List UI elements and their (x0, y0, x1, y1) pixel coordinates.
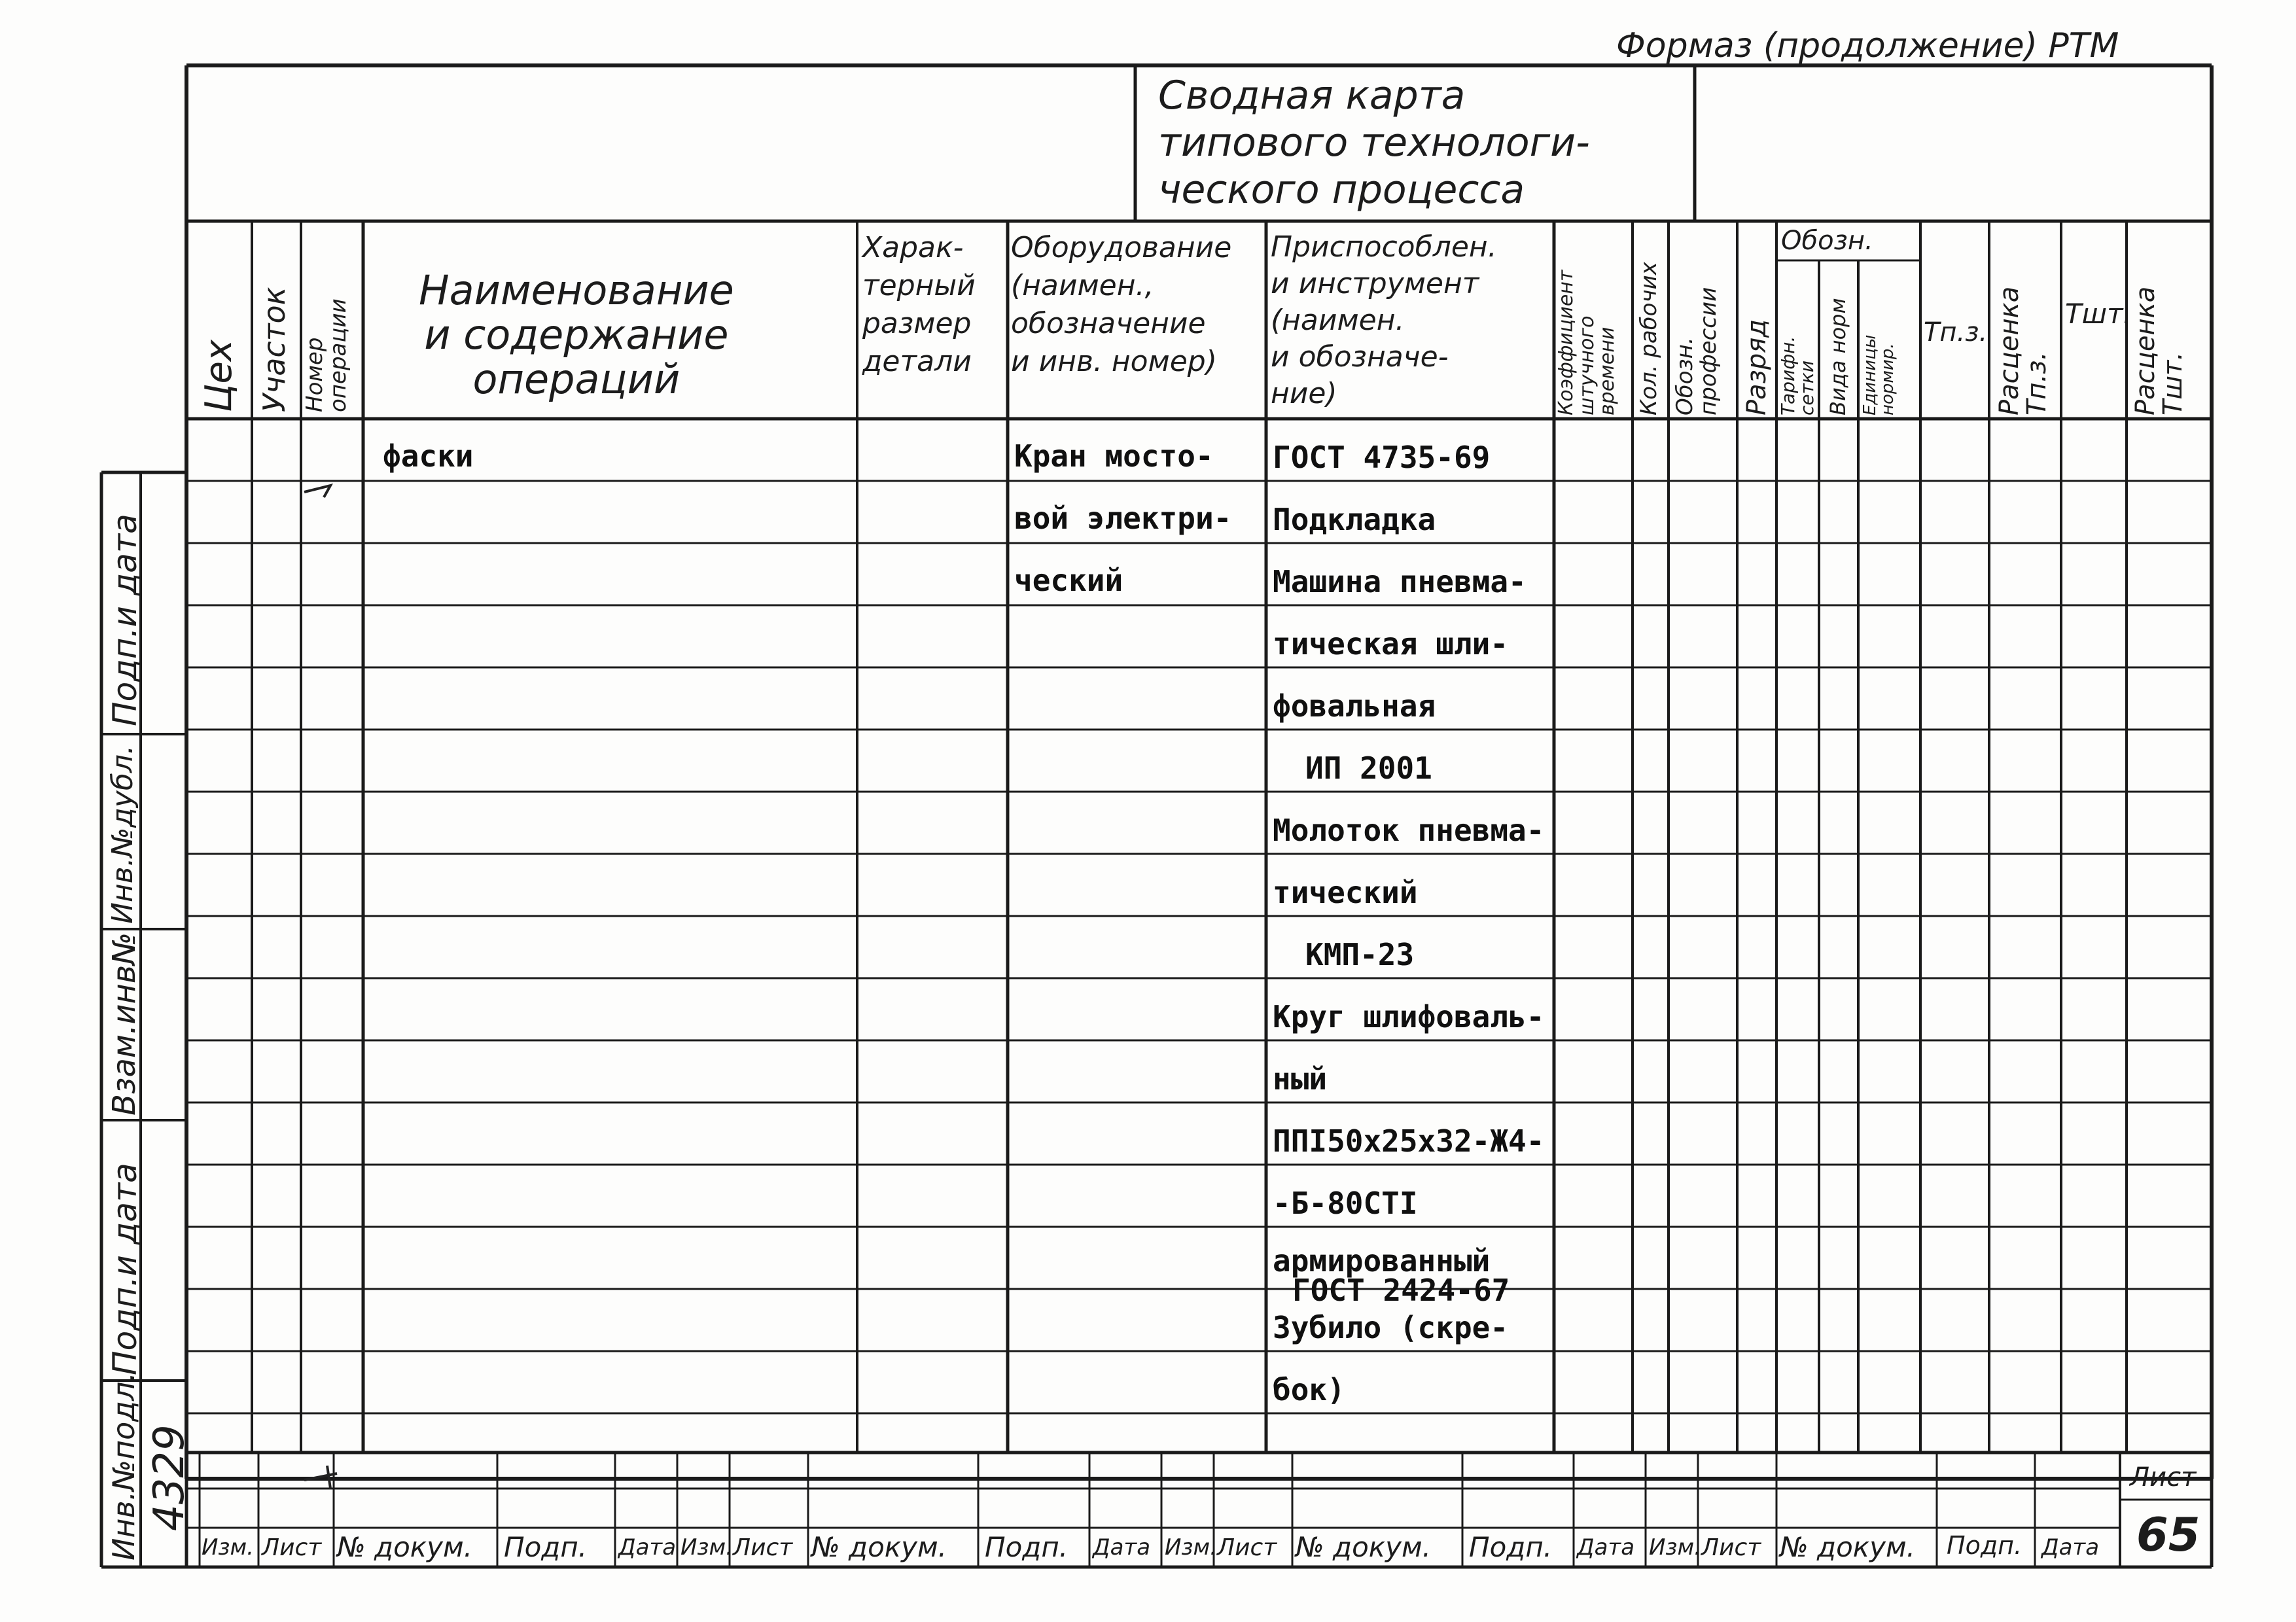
fixture-line: Молоток пневма- (1273, 813, 1545, 848)
side-stamp-inv-number: 4329 (145, 1424, 194, 1531)
equipment-line: вой электри- (1014, 501, 1232, 536)
stamp-date-label: Дата (2041, 1534, 2100, 1560)
sheet-number: 65 (2136, 1508, 2200, 1562)
stamp-docnum-label: № докум. (811, 1531, 947, 1563)
stamp-date-label: Дата (1093, 1534, 1151, 1560)
stamp-docnum-label: № докум. (1780, 1531, 1916, 1563)
sheet-label: Лист (2130, 1462, 2197, 1492)
stamp-docnum-label: № докум. (1296, 1531, 1432, 1563)
stamp-change-label: Изм. (680, 1534, 733, 1560)
col-header-part-size: Харак- терный размер детали (862, 231, 976, 378)
card-title: Сводная карта типового технологи- ческого процесса (1158, 73, 1590, 213)
col-header-grade: Разряд (1742, 319, 1772, 415)
stamp-change-label: Изм. (1649, 1534, 1701, 1560)
fixture-line: ный (1273, 1061, 1328, 1097)
col-header-tpz: Тп.з. (1924, 317, 1988, 347)
col-header-tsht: Тшт. (2065, 298, 2132, 330)
fixture-line: Зубило (скре- (1273, 1310, 1509, 1345)
col-header-norm-type: Вида норм (1826, 298, 1850, 415)
col-header-profession: Обозн. профессии (1672, 287, 1722, 415)
side-stamp-inv-dup: Инв.№дубл. (106, 745, 139, 924)
form-caption: Формаз (продолжение) РТМ (1616, 26, 2119, 65)
side-stamp-inv-orig: Инв.№подл. (106, 1371, 141, 1560)
side-stamp-sign-date-1: Подп.и дата (106, 514, 144, 726)
stamp-signature-label: Подп. (504, 1531, 588, 1563)
stamp-sheet-label: Лист (1701, 1534, 1761, 1561)
col-header-workers: Кол. рабочих (1636, 262, 1662, 415)
stamp-change-label: Изм. (202, 1534, 254, 1560)
fixture-line: -Б-80СТI (1273, 1186, 1418, 1221)
col-header-designation: Обозн. (1781, 226, 1873, 256)
stamp-date-label: Дата (1577, 1534, 1635, 1560)
col-header-fixtures: Приспособлен. и инструмент (наимен. и обозначе- ние) (1271, 230, 1497, 410)
fixture-line: тическая шли- (1273, 626, 1509, 661)
fixture-line: бок) (1273, 1372, 1345, 1407)
col-header-shop: Цех (198, 339, 240, 412)
col-header-op-number: Номер операции (302, 298, 351, 412)
side-stamp-sign-date-2: Подп.и дата (106, 1163, 144, 1375)
col-header-coef: Коэффициент штучного времени (1555, 270, 1619, 415)
col-header-section: Участок (256, 287, 292, 412)
col-header-rate-tpz: Расценка Тп.з. (1994, 286, 2052, 415)
stamp-sheet-label: Лист (733, 1534, 793, 1561)
col-header-norm-units: Единицы нормир. (1860, 334, 1898, 415)
side-stamp-interchange: Взам.инв№ (106, 932, 143, 1116)
fixture-line: армированный (1273, 1243, 1491, 1278)
fixture-line: ГОСТ 2424-67 (1292, 1273, 1510, 1308)
stamp-sheet-label: Лист (1217, 1534, 1277, 1561)
equipment-line: ческий (1014, 563, 1123, 598)
stamp-docnum-label: № докум. (337, 1531, 473, 1563)
fixture-line: фовальная (1273, 688, 1436, 724)
fixture-line: ИП 2001 (1305, 750, 1432, 786)
col-header-op-name: Наименование и содержание операций (419, 266, 734, 403)
fixture-line: ГОСТ 4735-69 (1273, 440, 1491, 475)
equipment-line: Кран мосто- (1014, 438, 1214, 474)
col-header-equipment: Оборудование (наимен., обозначение и инв. номер) (1011, 231, 1232, 378)
stamp-date-label: Дата (618, 1534, 677, 1560)
stamp-change-label: Изм. (1165, 1534, 1217, 1560)
col-header-rate-tsht: Расценка Тшт. (2130, 286, 2188, 415)
operation-name: фаски (383, 438, 474, 474)
stamp-signature-label: Подп. (1947, 1531, 2022, 1560)
pencil-mark (304, 485, 330, 497)
col-header-tariff: Тарифн. сетки (1777, 336, 1818, 415)
stamp-signature-label: Подп. (985, 1531, 1069, 1563)
fixture-line: Круг шлифоваль- (1273, 999, 1545, 1034)
fixture-line: тический (1273, 875, 1418, 910)
fixture-line: Машина пневма- (1273, 564, 1527, 599)
fixture-line: КМП-23 (1305, 937, 1415, 972)
stamp-sheet-label: Лист (262, 1534, 322, 1561)
fixture-line: ППI50х25х32-Ж4- (1273, 1123, 1545, 1159)
stamp-signature-label: Подп. (1469, 1531, 1553, 1563)
fixture-line: Подкладка (1273, 502, 1436, 537)
